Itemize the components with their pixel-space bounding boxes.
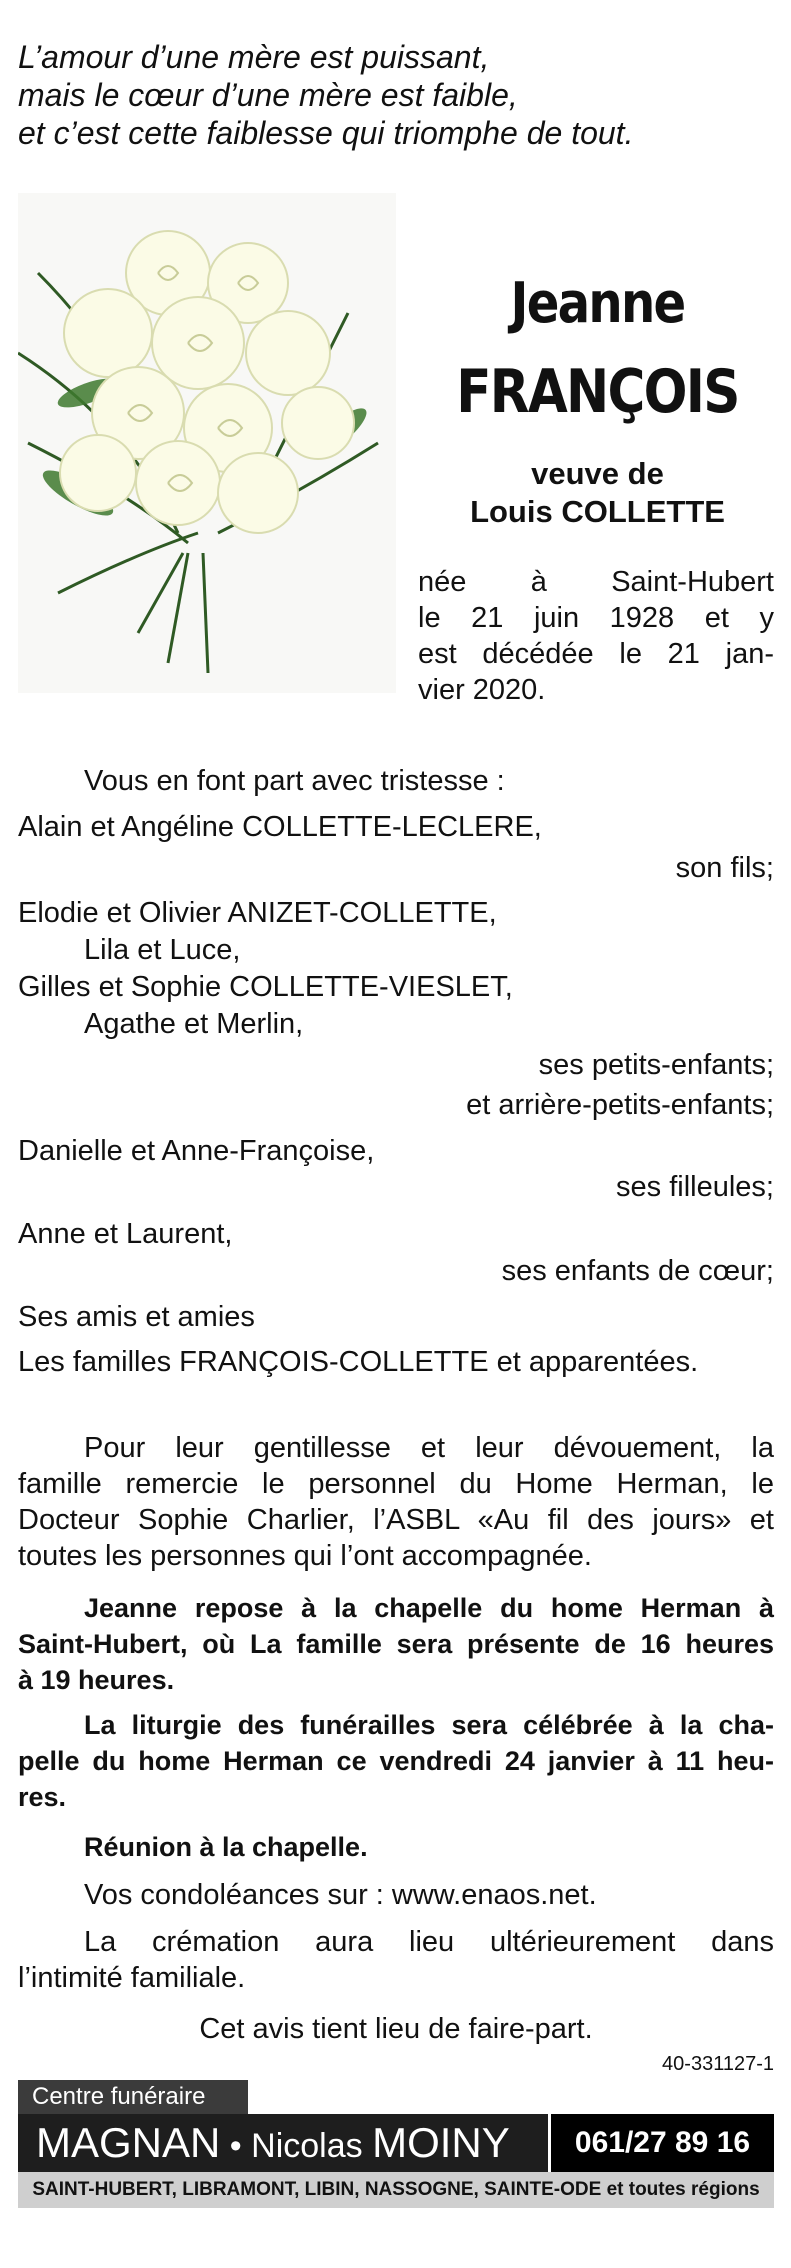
late-husband-name: Louis COLLETTE [470, 494, 725, 529]
funeral-home-towns: SAINT-HUBERT, LIBRAMONT, LIBIN, NASSOGNE, SAINTE-ODE et toutes régions [18, 2172, 774, 2208]
funeral-home-label: Centre funéraire [18, 2080, 248, 2114]
cremation-paragraph [18, 1924, 774, 1996]
liturgy-line-2: pelle du home Herman ce vendredi 24 janvier à 11 heu- [18, 1746, 774, 1776]
thanks-paragraph [18, 1430, 774, 1574]
brand-first-name: Nicolas [251, 2127, 373, 2165]
grandchild-2: Gilles et Sophie COLLETTE-VIESLET, [18, 971, 513, 1003]
thanks-line-2: famille remercie le personnel du Home Herman, le [18, 1468, 774, 1500]
son-name: Alain et Angéline COLLETTE-LECLERE, [18, 811, 542, 843]
poem-line-1: L’amour d’une mère est puissant, [18, 39, 490, 75]
thanks-line-4: toutes les personnes qui l’ont accompagnée. [18, 1540, 592, 1572]
condolences-line: Vos condoléances sur : www.enaos.net. [84, 1879, 597, 1911]
deceased-last-name: FRANÇOIS [456, 357, 739, 427]
cremation-line-1: La crémation aura lieu ultérieurement dans [84, 1926, 774, 1958]
brand-main: MAGNAN [36, 2119, 221, 2166]
rest-line-2: Saint-Hubert, où La famille sera présente de 16 heures [18, 1629, 774, 1659]
birth-death-info [418, 564, 774, 708]
birth-line-4: vier 2020. [418, 674, 546, 706]
liturgy-paragraph [18, 1707, 774, 1815]
poem-line-3: et c’est cette faiblesse qui triomphe de tout. [18, 115, 634, 151]
funeral-home-phone: 061/27 89 16 [548, 2114, 774, 2172]
great-grandchild-1: Lila et Luce, [84, 934, 241, 966]
families-line: Les familles FRANÇOIS-COLLETTE et apparentées. [18, 1346, 699, 1378]
heart-children-role: ses enfants de cœur; [501, 1255, 774, 1287]
grandchildren-role: ses petits-enfants; [538, 1049, 774, 1081]
brand-last-name: MOINY [372, 2119, 510, 2166]
rose-bouquet-illustration [18, 193, 396, 693]
great-grandchild-2: Agathe et Merlin, [84, 1008, 304, 1040]
deceased-first-name: Jeanne [510, 271, 685, 336]
great-grandchildren-role: et arrière-petits-enfants; [466, 1089, 774, 1121]
poem-line-2: mais le cœur d’une mère est faible, [18, 77, 518, 113]
goddaughters-role: ses filleules; [616, 1171, 774, 1203]
birth-line-3: est décédée le 21 jan- [418, 638, 774, 670]
funeral-home-brand [36, 2118, 510, 2171]
widow-of-label: veuve de [531, 456, 664, 491]
rest-line-1: Jeanne repose à la chapelle du home Herman à [84, 1593, 774, 1623]
birth-line-1: née à Saint-Hubert [418, 566, 774, 598]
family-intro: Vous en font part avec tristesse : [84, 765, 505, 797]
cremation-line-2: l’intimité familiale. [18, 1962, 246, 1994]
friends-line: Ses amis et amies [18, 1301, 255, 1333]
liturgy-line-1: La liturgie des funérailles sera célébrée à la cha- [84, 1710, 774, 1740]
white-roses-image [18, 193, 396, 693]
birth-line-2: le 21 juin 1928 et y [418, 602, 774, 634]
rest-line-3: à 19 heures. [18, 1665, 175, 1695]
goddaughters-names: Danielle et Anne-Françoise, [18, 1135, 375, 1167]
son-role: son fils; [675, 852, 774, 884]
poem-quote [18, 38, 778, 152]
brand-separator-dot: • [220, 2127, 252, 2165]
heart-children-names: Anne et Laurent, [18, 1218, 233, 1250]
grandchild-1: Elodie et Olivier ANIZET-COLLETTE, [18, 897, 497, 929]
thanks-line-3: Docteur Sophie Charlier, l’ASBL «Au fil des jours» et [18, 1504, 774, 1536]
thanks-line-1: Pour leur gentillesse et leur dévouement, la [84, 1432, 774, 1464]
meeting-line: Réunion à la chapelle. [84, 1832, 368, 1862]
liturgy-line-3: res. [18, 1782, 67, 1812]
rest-paragraph [18, 1590, 774, 1698]
notice-line: Cet avis tient lieu de faire-part. [199, 2013, 593, 2045]
reference-number: 40-331127-1 [662, 2053, 774, 2075]
